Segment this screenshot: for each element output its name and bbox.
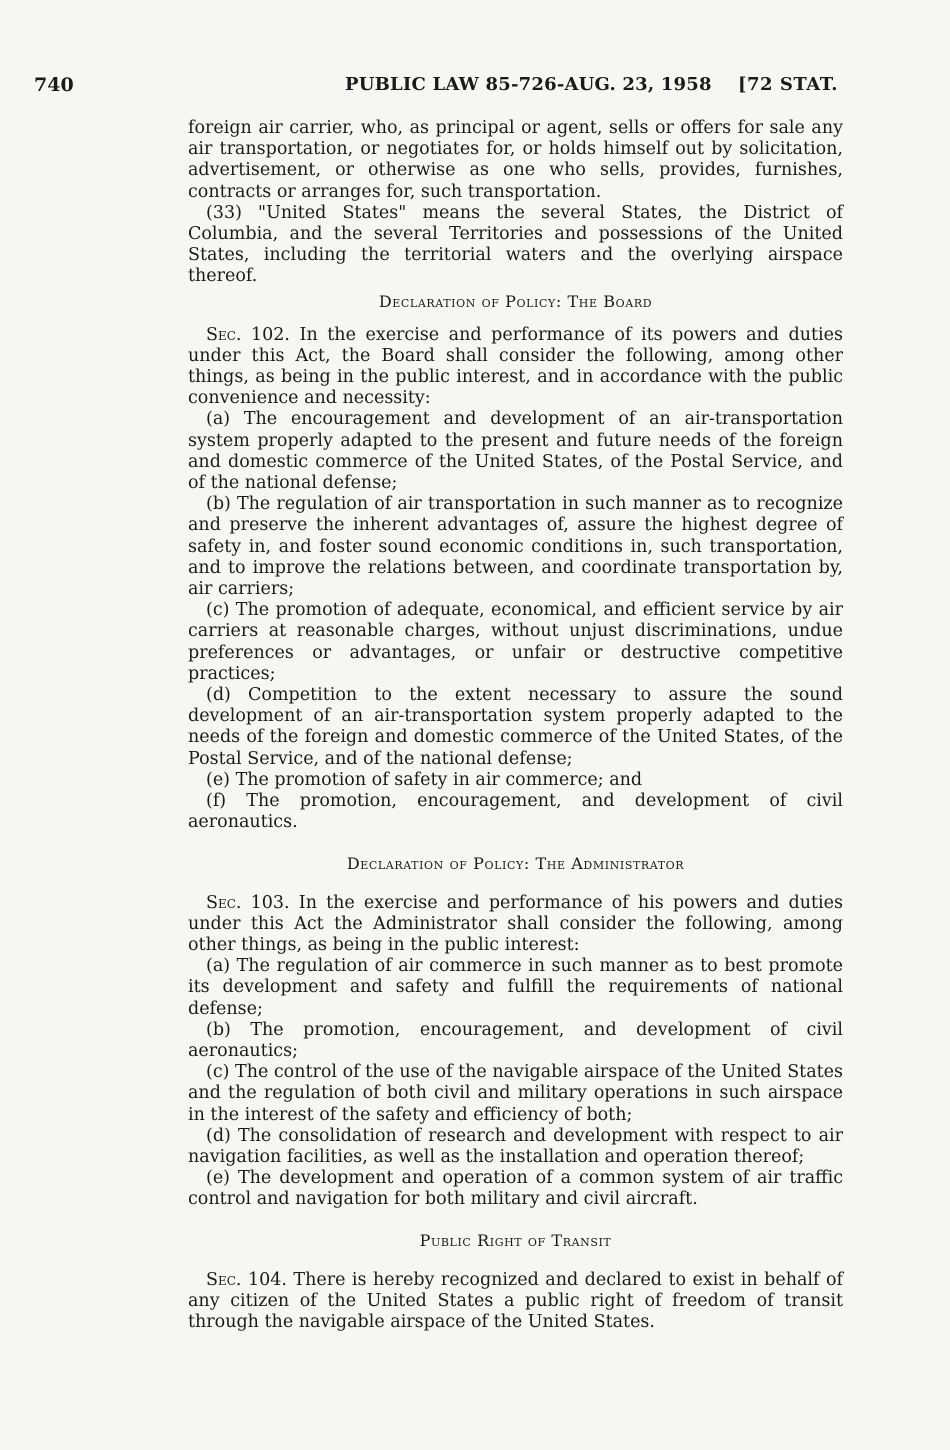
section-103-d: (d) The consolidation of research and development with respect to air navigation facilities, as well as the installation and operation thereof;	[188, 1125, 843, 1167]
paragraph-continuation: foreign air carrier, who, as principal or agent, sells or offers for sale any air transportation, or negotiates for, or holds himself out by solicitation, advertisement, or otherwise as one who sells, provides, furnishes, contracts or arranges for, such transportation.	[188, 118, 843, 202]
section-102-label: Sec. 102.	[206, 324, 290, 345]
heading-administrator-policy: Declaration of Policy: The Administrator	[346, 853, 685, 873]
section-103-text: In the exercise and performance of his powers and duties under this Act the Administrator shall consider the following, among other things, as being in the public interest:	[188, 892, 843, 955]
running-title: PUBLIC LAW 85-726-AUG. 23, 1958	[345, 74, 712, 95]
page-body	[188, 118, 843, 1333]
section-102-intro	[188, 325, 843, 410]
heading-board-policy: Declaration of Policy: The Board	[378, 291, 653, 311]
section-104-text: There is hereby recognized and declared to exist in behalf of any citizen of the United States a public right of freedom of transit through the navigable airspace of the United States.	[188, 1269, 843, 1332]
section-103-label: Sec. 103.	[206, 892, 290, 913]
page-header	[0, 74, 950, 98]
definition-33: (33) "United States" means the several States, the District of Columbia, and the several Territories and possessions of the United States, including the territorial waters and the overlying airspace thereof.	[188, 202, 843, 287]
section-103-intro	[188, 893, 843, 957]
heading-public-right-of-transit: Public Right of Transit	[419, 1230, 612, 1250]
page-number: 740	[34, 74, 74, 96]
section-102-text: In the exercise and performance of its powers and duties under this Act, the Board shall consider the following, among other things, as being in the public interest, and in accordance with the public convenience and necessity:	[188, 324, 843, 409]
statute-volume: [72 STAT.	[738, 74, 839, 95]
section-102-f: (f) The promotion, encouragement, and development of civil aeronautics.	[188, 791, 843, 833]
section-102-e: (e) The promotion of safety in air commerce; and	[206, 769, 643, 790]
section-104-label: Sec. 104.	[206, 1269, 287, 1290]
section-103-c: (c) The control of the use of the navigable airspace of the United States and the regulation of both civil and military operations in such airspace in the interest of the safety and efficiency of both;	[188, 1062, 844, 1125]
section-103-a: (a) The regulation of air commerce in such manner as to best promote its development and safety and fulfill the requirements of national defense;	[188, 956, 843, 1019]
section-102-a: (a) The encouragement and development of an air-transportation system properly adapted to the present and future needs of the foreign and domestic commerce of the United States, of the Postal Service, and of the national defense;	[188, 409, 843, 494]
section-104	[188, 1270, 843, 1334]
section-102-d: (d) Competition to the extent necessary to assure the sound development of an air-transportation system properly adapted to the needs of the foreign and domestic commerce of the United States, of the Postal Service, and of the national defense;	[188, 685, 843, 769]
section-102-c: (c) The promotion of adequate, economical, and efficient service by air carriers at reasonable charges, without unjust discriminations, undue preferences or advantages, or unfair or destructive competitive practices;	[188, 600, 843, 684]
section-103-b: (b) The promotion, encouragement, and development of civil aeronautics;	[188, 1019, 843, 1061]
section-103-e: (e) The development and operation of a common system of air traffic control and navigation for both military and civil aircraft.	[188, 1168, 843, 1210]
section-102-b: (b) The regulation of air transportation in such manner as to recognize and preserve the inherent advantages of, assure the highest degree of safety in, and foster sound economic conditions in, such transportation, and to improve the relations between, and coordinate transportation by, air carriers;	[188, 494, 843, 600]
